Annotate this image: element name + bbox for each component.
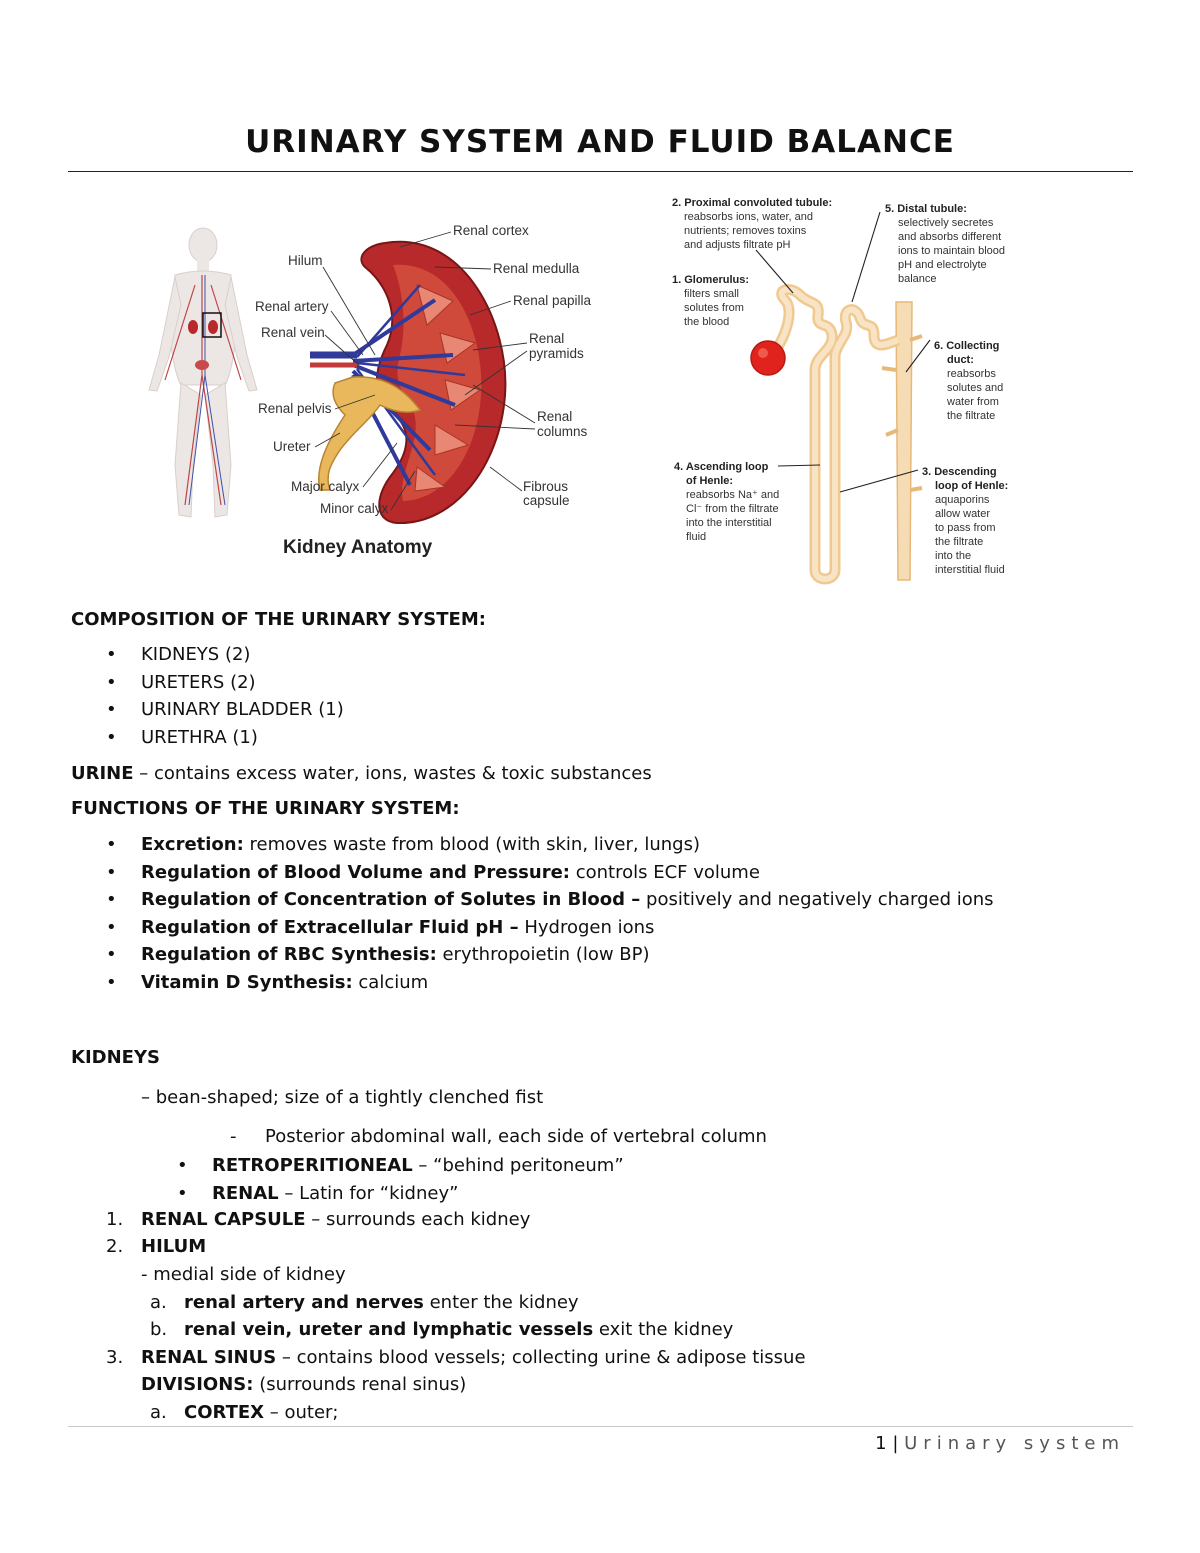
- list-item: • URETERS (2): [141, 669, 344, 697]
- composition-heading: COMPOSITION OF THE URINARY SYSTEM:: [71, 609, 486, 630]
- number-2: 2.: [106, 1236, 124, 1257]
- svg-text:ions to maintain blood: ions to maintain blood: [898, 245, 1006, 257]
- glomerulus: [751, 341, 785, 375]
- label-renal-pyramids-2: pyramids: [529, 346, 584, 361]
- label-glomerulus: [672, 274, 749, 328]
- svg-text:to pass from: to pass from: [935, 522, 996, 534]
- label-minor-calyx: Minor calyx: [320, 501, 389, 516]
- sub-mark-a: a.: [150, 1292, 167, 1313]
- label-renal-artery: Renal artery: [255, 299, 329, 314]
- footer-label: Urinary system: [904, 1433, 1125, 1454]
- sub-mark-b: b.: [150, 1319, 168, 1340]
- list-item: • Vitamin D Synthesis: calcium: [141, 969, 994, 997]
- label-renal-columns-1: Renal: [537, 409, 573, 424]
- list-item: • Regulation of Concentration of Solutes in Blood – positively and negatively charged ions: [141, 886, 994, 914]
- svg-text:of Henle:: of Henle:: [686, 475, 734, 487]
- kidney-anatomy-diagram: [135, 205, 605, 565]
- svg-text:reabsorbs: reabsorbs: [947, 368, 996, 380]
- svg-text:loop of Henle:: loop of Henle:: [935, 480, 1009, 492]
- svg-text:solutes and: solutes and: [947, 382, 1004, 394]
- composition-list: [141, 641, 344, 751]
- footer-separator: |: [892, 1433, 899, 1454]
- label-fibrous-capsule-2: capsule: [523, 493, 570, 508]
- list-item: • RENAL – Latin for “kidney”: [212, 1180, 624, 1208]
- svg-text:5. Distal tubule:: 5. Distal tubule:: [885, 203, 967, 215]
- list-item: • URETHRA (1): [141, 724, 344, 752]
- urine-term: URINE: [71, 763, 134, 784]
- svg-text:2. Proximal convoluted tubule:: 2. Proximal convoluted tubule:: [672, 197, 833, 209]
- svg-text:3. Descending: 3. Descending: [922, 466, 997, 478]
- kidney-diagram-caption: Kidney Anatomy: [283, 537, 433, 558]
- label-fibrous-capsule-1: Fibrous: [523, 479, 569, 494]
- svg-text:4. Ascending loop: 4. Ascending loop: [674, 461, 769, 473]
- page-title: URINARY SYSTEM AND FLUID BALANCE: [245, 124, 955, 160]
- label-renal-vein: Renal vein: [261, 325, 325, 340]
- hilum-sub-a: renal artery and nerves enter the kidney: [184, 1292, 579, 1313]
- svg-text:aquaporins: aquaporins: [935, 494, 990, 506]
- kidneys-description: – bean-shaped; size of a tightly clenched fist: [141, 1087, 544, 1108]
- svg-text:selectively secretes: selectively secretes: [898, 217, 994, 229]
- svg-text:into the: into the: [935, 550, 972, 562]
- svg-text:Cl⁻ from the filtrate: Cl⁻ from the filtrate: [686, 503, 779, 515]
- svg-text:reabsorbs ions, water, and: reabsorbs ions, water, and: [684, 211, 814, 223]
- svg-text:duct:: duct:: [947, 354, 974, 366]
- title-divider: [68, 171, 1133, 172]
- nephron-diagram: [660, 190, 1040, 585]
- list-item: • Regulation of Extracellular Fluid pH – Hydrogen ions: [141, 914, 994, 942]
- svg-text:and adjusts filtrate pH: and adjusts filtrate pH: [684, 239, 791, 251]
- label-proximal-tubule: [672, 197, 832, 251]
- functions-heading: FUNCTIONS OF THE URINARY SYSTEM:: [71, 798, 460, 819]
- svg-text:reabsorbs Na⁺ and: reabsorbs Na⁺ and: [686, 489, 780, 501]
- human-figure: [149, 228, 257, 517]
- label-renal-pelvis: Renal pelvis: [258, 401, 332, 416]
- cortex-line: CORTEX – outer;: [184, 1402, 339, 1423]
- hilum-description: - medial side of kidney: [141, 1264, 346, 1285]
- dash-marker: -: [230, 1126, 237, 1147]
- svg-text:pH and electrolyte: pH and electrolyte: [898, 259, 987, 271]
- divisions-line: DIVISIONS: (surrounds renal sinus): [141, 1374, 467, 1395]
- number-1: 1.: [106, 1209, 124, 1230]
- svg-text:solutes from: solutes from: [684, 302, 744, 314]
- number-3: 3.: [106, 1347, 124, 1368]
- label-renal-pyramids-1: Renal: [529, 331, 565, 346]
- label-distal-tubule: [885, 203, 1005, 285]
- svg-text:filters small: filters small: [684, 288, 740, 300]
- svg-text:interstitial fluid: interstitial fluid: [935, 564, 1005, 576]
- urine-text: – contains excess water, ions, wastes & toxic substances: [133, 763, 652, 784]
- svg-text:6. Collecting: 6. Collecting: [934, 340, 1000, 352]
- urine-line: [71, 761, 652, 787]
- functions-list: [141, 831, 994, 996]
- list-item: • KIDNEYS (2): [141, 641, 344, 669]
- svg-text:into the interstitial: into the interstitial: [686, 517, 772, 529]
- list-item: • Regulation of RBC Synthesis: erythropoietin (low BP): [141, 941, 994, 969]
- footer-divider: [68, 1426, 1133, 1427]
- svg-text:1. Glomerulus:: 1. Glomerulus:: [672, 274, 750, 286]
- list-item: • RETROPERITIONEAL – “behind peritoneum”: [212, 1152, 624, 1180]
- label-renal-papilla: Renal papilla: [513, 293, 592, 308]
- hilum-sub-b: renal vein, ureter and lymphatic vessels exit the kidney: [184, 1319, 734, 1340]
- label-ascending-loop: [674, 461, 779, 543]
- list-item: • Regulation of Blood Volume and Pressure: controls ECF volume: [141, 859, 994, 887]
- svg-text:nutrients; removes toxins: nutrients; removes toxins: [684, 225, 807, 237]
- sub-mark-cortex: a.: [150, 1402, 167, 1423]
- page-footer: [875, 1433, 1125, 1454]
- label-hilum: Hilum: [288, 253, 323, 268]
- label-descending-loop: [922, 466, 1008, 576]
- svg-text:allow water: allow water: [935, 508, 991, 520]
- label-collecting-duct: [934, 340, 1003, 422]
- label-renal-cortex: Renal cortex: [453, 223, 529, 238]
- list-item: • Excretion: removes waste from blood (with skin, liver, lungs): [141, 831, 994, 859]
- renal-sinus-line: RENAL SINUS – contains blood vessels; collecting urine & adipose tissue: [141, 1347, 806, 1368]
- list-item: • URINARY BLADDER (1): [141, 696, 344, 724]
- page-number: 1: [875, 1433, 887, 1454]
- label-major-calyx: Major calyx: [291, 479, 360, 494]
- kidneys-bullets: [212, 1152, 624, 1207]
- kidneys-location: Posterior abdominal wall, each side of vertebral column: [265, 1126, 767, 1147]
- svg-text:fluid: fluid: [686, 531, 707, 543]
- label-ureter: Ureter: [273, 439, 311, 454]
- renal-capsule-line: RENAL CAPSULE – surrounds each kidney: [141, 1209, 531, 1230]
- svg-text:and absorbs different: and absorbs different: [898, 231, 1002, 243]
- svg-text:water from: water from: [947, 396, 999, 408]
- kidneys-heading: KIDNEYS: [71, 1047, 160, 1068]
- hilum-line: HILUM: [141, 1236, 207, 1257]
- svg-text:the blood: the blood: [684, 316, 730, 328]
- svg-text:the filtrate: the filtrate: [947, 410, 996, 422]
- svg-text:the filtrate: the filtrate: [935, 536, 984, 548]
- label-renal-medulla: Renal medulla: [493, 261, 580, 276]
- label-renal-columns-2: columns: [537, 424, 588, 439]
- svg-text:balance: balance: [898, 273, 937, 285]
